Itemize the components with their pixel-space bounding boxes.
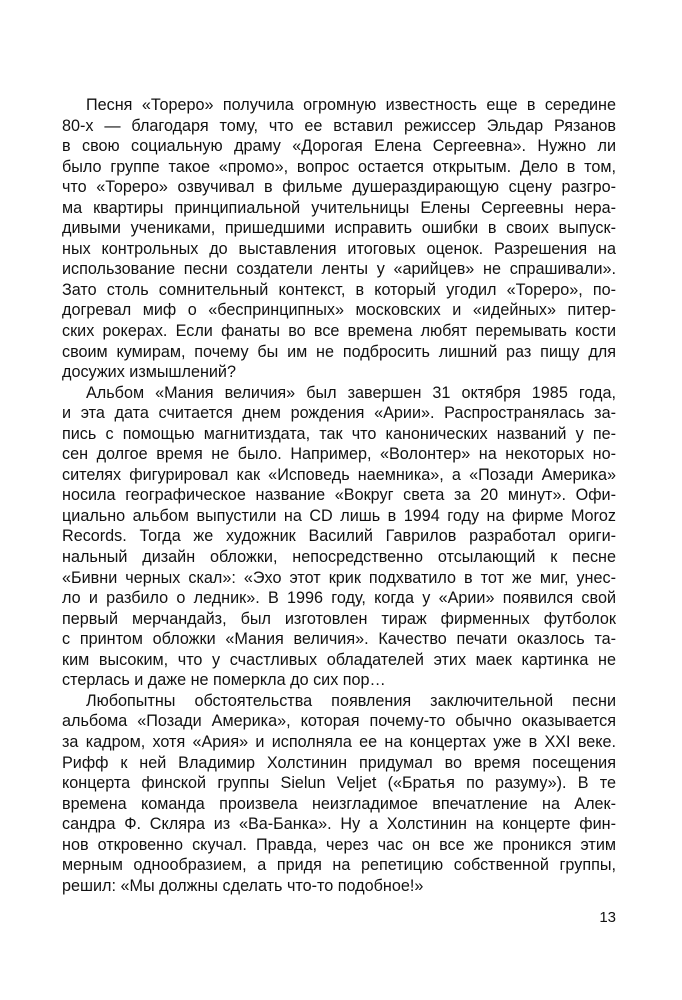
text-line: с принтом обложки «Мания величия». Качество печати оказлось та- (62, 630, 616, 649)
text-line: за кадром, хотя «Ария» и исполняла ее на концертах уже в XXI веке. (62, 732, 616, 751)
text-line: пись с помощью магнитиздата, так что канонических названий у пе- (62, 424, 616, 443)
page-number: 13 (599, 909, 616, 926)
text-line: сандра Ф. Скляра из «Ва-Банка». Ну а Холстинин на концерте фин- (62, 815, 616, 834)
text-line: дивыми учениками, пришедшими исправить ошибки в своих выпуск- (62, 219, 616, 238)
text-line: и эта дата считается днем рождения «Арии». Распространялась за- (62, 404, 616, 423)
text-line: ных контрольных до выставления итоговых оценок. Разрешения на (62, 239, 616, 258)
body-text (62, 95, 616, 896)
text-line: в свою социальную драму «Дорогая Елена Сергеевна». Нужно ли (62, 137, 616, 156)
text-line: догревал миф о «беспринципных» московских и «идейных» питер- (62, 301, 616, 320)
text-line: Records. Тогда же художник Василий Гаврилов разработал ориги- (62, 527, 616, 546)
text-line: циально альбом выпустили на CD лишь в 1994 году на фирме Moroz (62, 506, 616, 525)
text-line: концерта финской группы Sielun Veljet («Братья по разуму»). В те (62, 774, 616, 793)
text-line: использование песни создатели ленты у «арийцев» не спрашивали». (62, 260, 616, 279)
text-line: решил: «Мы должны сделать что-то подобное!» (62, 876, 424, 895)
text-line: ских рокерах. Если фанаты во все времена любят перемывать кости (62, 322, 616, 341)
text-line: «Бивни черных скал»: «Эхо этот крик подхватило в тот же миг, унес- (62, 568, 616, 587)
text-line: альбома «Позади Америка», которая почему-то обычно оказывается (62, 712, 616, 731)
text-line: Альбом «Мания величия» был завершен 31 октября 1985 года, (86, 383, 616, 402)
text-line: нальный дизайн обложки, непосредственно отсылающий к песне (62, 548, 616, 567)
text-line: что «Тореро» озвучивал в фильме душераздирающую сцену разгро- (62, 178, 616, 197)
text-line: Зато столь сомнительный контекст, в который угодил «Тореро», по- (62, 280, 616, 299)
text-line: было группе такое «промо», вопрос остается открытым. Дело в том, (62, 157, 616, 176)
text-line: первый мерчандайз, был изготовлен тираж фирменных футболок (62, 609, 616, 628)
text-line: ма квартиры принципиальной учительницы Елены Сергеевны нера- (62, 198, 616, 217)
text-line: стерлась и даже не померкла до сих пор… (62, 671, 386, 690)
text-line: Рифф к ней Владимир Холстинин придумал во время посещения (62, 753, 616, 772)
text-line: своим кумирам, почему бы им не подбросить лишний раз пищу для (62, 342, 616, 361)
text-line: времена команда произвела неизгладимое впечатление на Алек- (62, 794, 616, 813)
text-line: Песня «Тореро» получила огромную известность еще в середине (86, 96, 616, 114)
text-line: сителях фигурировал как «Исповедь наемника», а «Позади Америка» (62, 465, 616, 484)
text-line: ким высоким, что у счастливых обладателей этих маек картинка не (62, 650, 616, 669)
text-line: Любопытны обстоятельства появления заключительной песни (86, 691, 616, 710)
text-line: досужих измышлений? (62, 363, 236, 382)
text-line: нов откровенно скучал. Правда, через час он все же проникся этим (62, 835, 616, 854)
text-line: ло и разбило о ледник». В 1996 году, когда у «Арии» появился свой (62, 589, 616, 608)
text-line: 80-х — благодаря тому, что ее вставил режиссер Эльдар Рязанов (62, 116, 616, 135)
text-line: носила географическое название «Вокруг света за 20 минут». Офи- (62, 486, 616, 505)
text-line: мерным однообразием, а придя на репетицию собственной группы, (62, 856, 616, 875)
text-line: сен долгое время не было. Например, «Волонтер» на некоторых но- (62, 445, 616, 464)
